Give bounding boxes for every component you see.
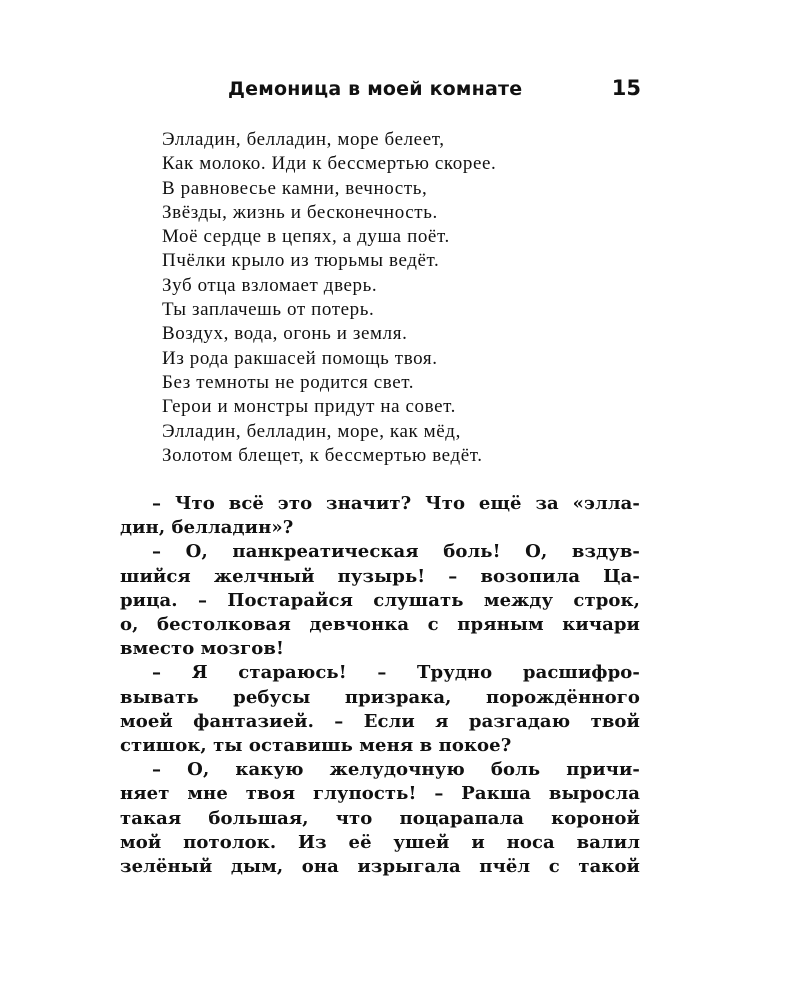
prose-line: дин, белладин»? [120,517,294,539]
poem-line: Из рода ракшасей помощь твоя. [162,347,438,369]
running-title: Демоница в моей комнате [228,78,523,100]
prose-line: няет мне твоя глупость! – Ракша выросла [120,783,640,805]
poem-line: Без темноты не родится свет. [162,371,415,393]
prose-line: рица. – Постарайся слушать между строк, [120,589,640,611]
poem-line: Моё сердце в цепях, а душа поёт. [162,226,450,248]
prose-line: шийся желчный пузырь! – возопила Ца- [120,565,640,587]
poem-line: Элладин, белладин, море, как мёд, [162,420,461,442]
prose-line: мой потолок. Из её ушей и носа валил [120,831,640,853]
poem-line: Золотом блещет, к бессмертью ведёт. [162,444,483,466]
poem-line: Ты заплачешь от потерь. [162,299,375,321]
running-header [160,74,645,108]
poem-line: Герои и монстры придут на совет. [162,396,456,418]
prose-line: – О, панкреатическая боль! О, вздув- [152,541,640,563]
prose-line: такая большая, что поцарапала короной [120,807,640,829]
prose-line: стишок, ты оставишь меня в покое? [120,735,512,757]
poem-line: Воздух, вода, огонь и земля. [162,323,408,345]
prose-line: зелёный дым, она изрыгала пчёл с такой [120,856,640,878]
prose-line: о, бестолковая девчонка с пряным кичари [120,614,640,636]
poem-block [162,128,632,468]
prose-block [120,492,640,879]
prose-line: – Что всё это значит? Что ещё за «элла- [152,493,640,514]
poem-line: В равновесье камни, вечность, [162,177,428,199]
poem-line: Элладин, белладин, море белеет, [162,129,445,150]
poem-line: Зуб отца взломает дверь. [162,274,378,296]
poem-line: Как молоко. Иди к бессмертью скорее. [162,153,497,175]
poem-line: Звёзды, жизнь и бесконечность. [162,201,438,223]
prose-line: вывать ребусы призрака, порождённого [120,686,640,708]
prose-line: – О, какую желудочную боль причи- [152,759,640,781]
prose-line: вместо мозгов! [120,638,284,660]
prose-line: моей фантазией. – Если я разгадаю твой [120,710,640,732]
page-number: 15 [611,76,641,100]
prose-line: – Я стараюсь! – Трудно расшифро- [152,662,640,684]
poem-line: Пчёлки крыло из тюрьмы ведёт. [162,250,440,272]
